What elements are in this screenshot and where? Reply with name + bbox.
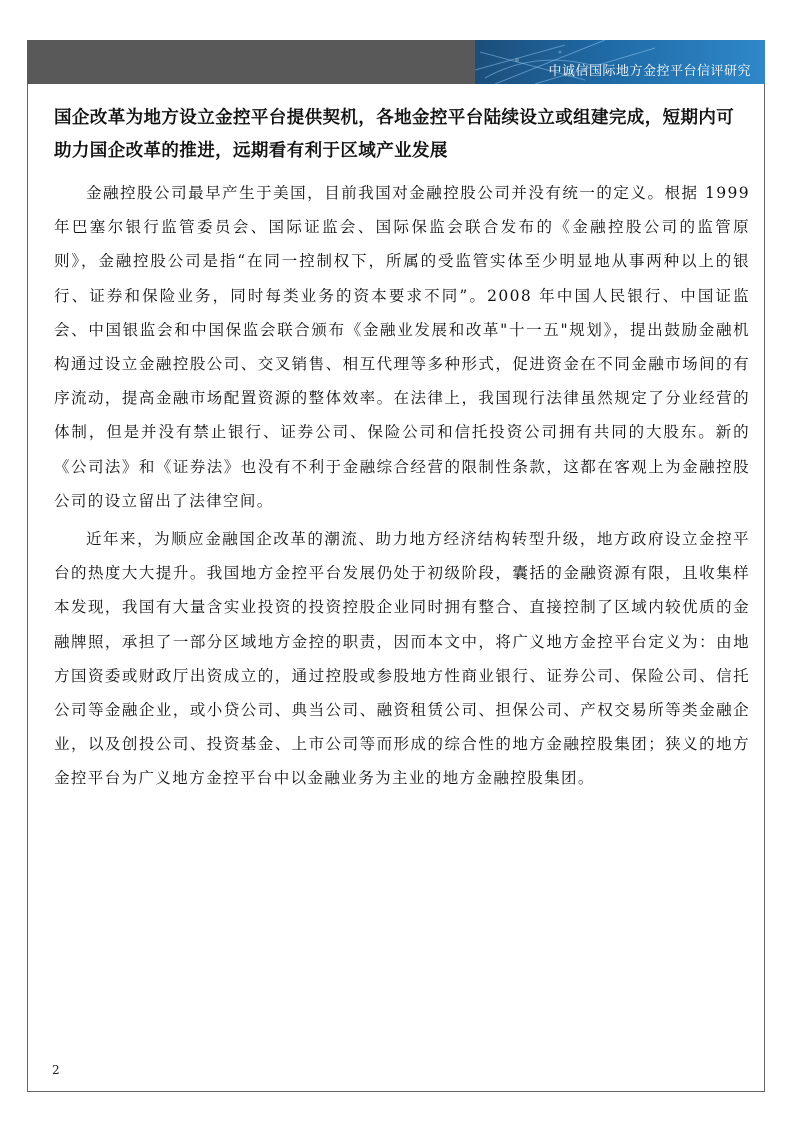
document-body — [54, 102, 750, 800]
paragraph-2: 近年来，为顺应金融国企改革的潮流、助力地方经济结构转型升级，地方政府设立金控平台的热度大大提升。我国地方金控平台发展仍处于初级阶段，囊括的金融资源有限，且收集样本发现，我国有大量含实业投资的投资控股企业同时拥有整合、直接控制了区域内较优质的金融牌照，承担了一部分区域地方金控的职责，因而本文中，将广义地方金控平台定义为：由地方国资委或财政厅出资成立的，通过控股或参股地方性商业银行、证券公司、保险公司、信托公司等金融企业，或小贷公司、典当公司、融资租赁公司、担保公司、产权交易所等类金融企业，以及创投公司、投资基金、上市公司等而形成的综合性的地方金融控股集团；狭义的地方金控平台为广义地方金控平台中以金融业务为主业的地方金融控股集团。 — [54, 530, 750, 788]
header-banner — [475, 40, 765, 84]
section-heading: 国企改革为地方设立金控平台提供契机，各地金控平台陆续设立或组建完成，短期内可助力国企改革的推进，远期看有利于区域产业发展 — [54, 108, 735, 161]
paragraph-1: 金融控股公司最早产生于美国，目前我国对金融控股公司并没有统一的定义。根据 1999 年巴塞尔银行监管委员会、国际证监会、国际保监会联合发布的《金融控股公司的监管原则》，金融控股公司是指“在同一控制权下，所属的受监管实体至少明显地从事两种以上的银行、证券和保险业务，同时每类业务的资本要求不同”。2008 年中国人民银行、中国证监会、中国银监会和中国保监会联合颁布《金融业发展和改革"十一五"规划》，提出鼓励金融机构通过设立金融控股公司、交叉销售、相互代理等多种形式，促进资金在不同金融市场间的有序流动，提高金融市场配置资源的整体效率。在法律上，我国现行法律虽然规定了分业经营的体制，但是并没有禁止银行、证券公司、保险公司和信托投资公司拥有共同的大股东。新的《公司法》和《证券法》也没有不利于金融综合经营的限制性条款，这都在客观上为金融控股公司的设立留出了法律空间。 — [54, 184, 750, 510]
page-number: 2 — [52, 1063, 60, 1077]
header-title: 中诚信国际地方金控平台信评研究 — [548, 64, 751, 79]
